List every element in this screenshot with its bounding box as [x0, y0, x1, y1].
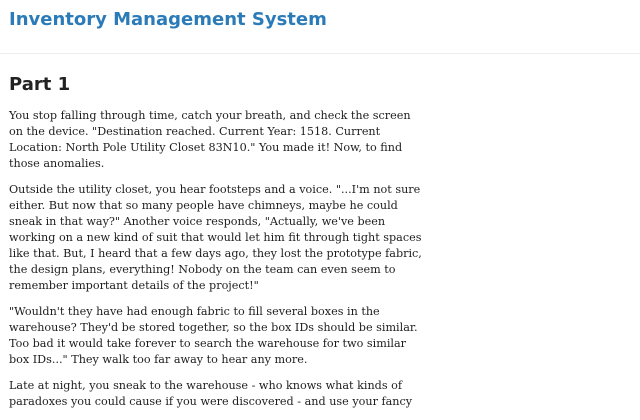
part-heading: Part 1	[9, 74, 71, 95]
paragraph-2: Outside the utility closet, you hear footsteps and a voice. "...I'm not sure either. But now that so many people have chimneys, maybe he could sneak in that way?" Another voice responds, "Actually, we've been working on a new kind of suit that would let him fit through tight spaces like that. But, I heard that a few days ago, they lost the prototype fabric, the design plans, everything! Nobody on the team can even seem to remember important details of the project!"	[9, 183, 422, 292]
site-header	[0, 0, 640, 54]
site-title[interactable]: Inventory Management System	[9, 9, 327, 30]
paragraph-4: Late at night, you sneak to the warehouse - who knows what kinds of paradoxes you could cause if you were discovered - and use your fancy	[9, 379, 413, 408]
paragraph-1: You stop falling through time, catch your breath, and check the screen on the device. "Destination reached. Current Year: 1518. Current Location: North Pole Utility Closet 83N10." You made it! Now, to find those anomalies.	[9, 109, 411, 170]
article-content	[9, 72, 424, 420]
paragraph-3: "Wouldn't they have had enough fabric to fill several boxes in the warehouse? They'd be stored together, so the box IDs should be similar. Too bad it would take forever to search the warehouse for two similar box IDs..." They walk too far away to hear any more.	[9, 305, 418, 366]
